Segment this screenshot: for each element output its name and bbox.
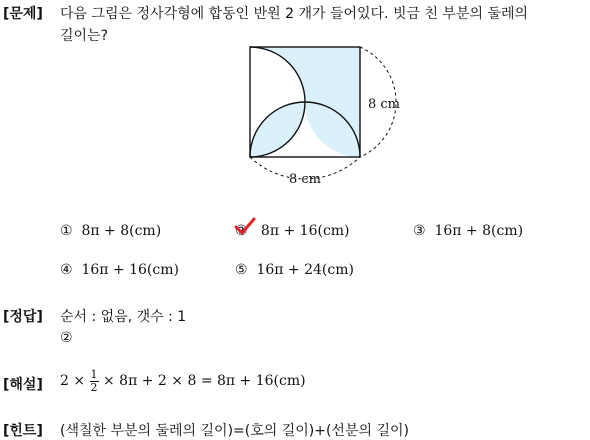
- hint-label: [힌트]: [3, 423, 43, 439]
- solution-pre: 2 ×: [60, 373, 86, 389]
- solution-label: [해설]: [3, 377, 43, 393]
- answer-label: [정답]: [3, 309, 43, 325]
- choice-text: 16π + 24(cm): [256, 262, 354, 278]
- choice-text: 16π + 16(cm): [81, 262, 179, 278]
- side-length-label: 8 cm: [368, 97, 401, 112]
- choice-text: 8π + 16(cm): [260, 223, 350, 239]
- choice-1[interactable]: [60, 223, 161, 239]
- fraction-numerator: 1: [90, 367, 98, 381]
- choice-text: 16π + 8(cm): [434, 223, 524, 239]
- choice-number: ②: [235, 223, 252, 239]
- answer-order-count: 순서 : 없음, 갯수 : 1: [60, 309, 187, 325]
- hint-text: (색칠한 부분의 둘레의 길이)=(호의 길이)+(선분의 길이): [60, 423, 409, 439]
- choice-5[interactable]: [235, 262, 354, 278]
- choice-number: ⑤: [235, 262, 248, 278]
- answer-choice: ②: [60, 330, 73, 346]
- solution-post: × 8π + 2 × 8 = 8π + 16(cm): [103, 373, 306, 389]
- solution-expression: [60, 366, 306, 396]
- choice-number: ③: [413, 223, 426, 239]
- problem-label: [문제]: [3, 6, 43, 22]
- choice-number: ④: [60, 262, 73, 278]
- problem-text-line1: 다음 그림은 정사각형에 합동인 반원 2 개가 들어있다. 빗금 친 부분의 둘레의: [60, 6, 529, 22]
- fraction: [90, 369, 99, 394]
- choice-4[interactable]: [60, 262, 179, 278]
- geometry-figure: [240, 40, 410, 190]
- checkmark-icon: [234, 217, 256, 237]
- problem-text-line2: 길이는?: [60, 28, 109, 44]
- fraction-denominator: 2: [90, 380, 98, 394]
- choice-number: ①: [60, 223, 73, 239]
- choice-text: 8π + 8(cm): [81, 223, 162, 239]
- choice-2[interactable]: [235, 223, 350, 239]
- choice-3[interactable]: [413, 223, 523, 239]
- bottom-length-label: 8 cm: [289, 172, 322, 187]
